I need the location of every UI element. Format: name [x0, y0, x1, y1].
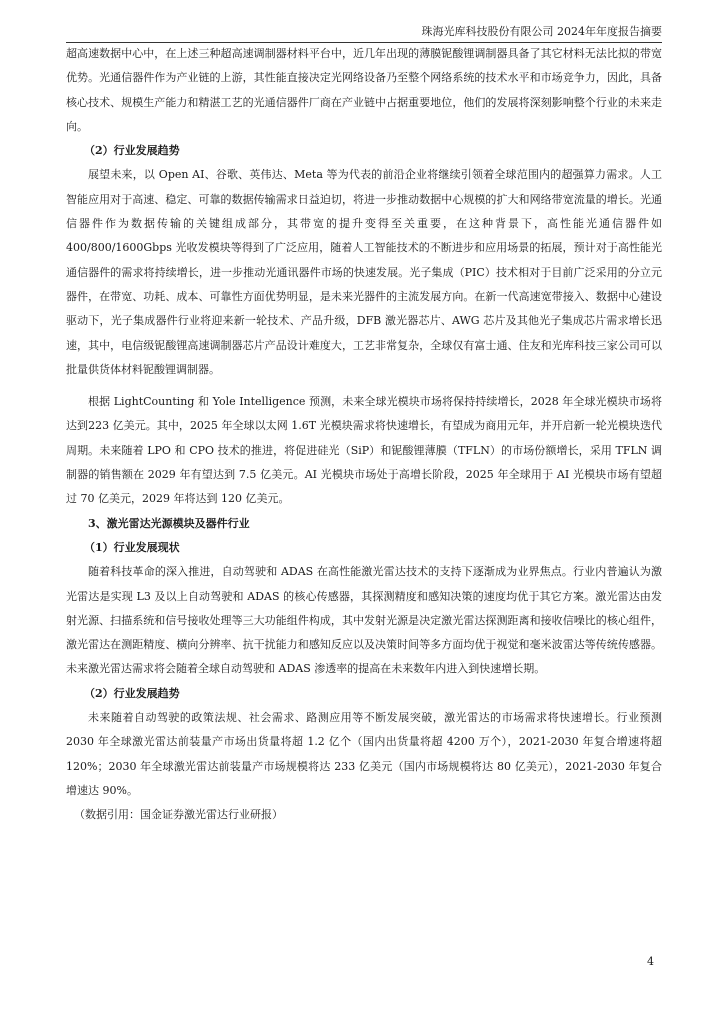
- paragraph-lidar-status: 随着科技革命的深入推进，自动驾驶和 ADAS 在高性能激光雷达技术的支持下逐渐成为业界焦点。行业内普遍认为激光雷达是实现 L3 及以上自动驾驶和 ADAS 的核心传感器，其探测精度和感知决策的速度均优于其它方案。激光雷达由发射光源、扫描系统和信号接收处理等三大功能组件构成，其中发射光源是决定激光雷达探测距离和接收信噪比的核心组件，激光雷达在测距精度、横向分辨率、抗干扰能力和感知反应以及决策时间等多方面均优于视觉和毫米波雷达等传统传感器。未来激光雷达需求将会随着全球自动驾驶和 ADAS 渗透率的提高在未来数年内进入到快速增长期。: [66, 565, 662, 676]
- paragraph-bandwidth-advantage: 超高速数据中心中，在上述三种超高速调制器材料平台中，近几年出现的薄膜铌酸锂调制器具备了其它材料无法比拟的带宽优势。光通信器件作为产业链的上游，其性能直接决定光网络设备乃至整个网络系统的技术水平和市场竞争力，因此，具备核心技术、规模生产能力和精湛工艺的光通信器件厂商在产业链中占据重要地位，他们的发展将深刻影响整个行业的未来走向。: [66, 47, 662, 133]
- heading-current-status: （1）行业发展现状: [84, 540, 180, 554]
- document-body: [66, 42, 662, 828]
- heading-lidar-trend: （2）行业发展趋势: [84, 686, 180, 700]
- heading-lidar-section: 3、激光雷达光源模块及器件行业: [88, 516, 250, 530]
- header-title: 珠海光库科技股份有限公司 2024年年度报告摘要: [421, 25, 662, 38]
- paragraph-forecast: 根据 LightCounting 和 Yole Intelligence 预测，未来全球光模块市场将保持持续增长，2028 年全球光模块市场将达到223 亿美元。其中，2025 年全球以太网 1.6T 光模块需求将快速增长，有望成为商用元年，并开启新一轮光模块迭代周期。未来随着 LPO 和 CPO 技术的推进，将促进硅光（SiP）和铌酸锂薄膜（TFLN）的市场份额增长，采用 TFLN 调制器的销售额在 2029 年有望达到 7.5 亿美元。AI 光模块市场处于高增长阶段，2025 年全球用于 AI 光模块市场有望超过 70 亿美元，2029 年将达到 120 亿美元。: [66, 395, 662, 506]
- page-number: 4: [647, 955, 654, 968]
- page-header: [66, 24, 662, 43]
- paragraph-outlook: 展望未来，以 Open AI、谷歌、英伟达、Meta 等为代表的前沿企业将继续引领着全球范围内的超强算力需求。人工智能应用对于高速、稳定、可靠的数据传输需求日益迫切，将进一步推动数据中心规模的扩大和网络带宽流量的增长。光通信器件作为数据传输的关键组成部分，其带宽的提升变得至关重要，在这种背景下，高性能光通信器件如400/800/1600Gbps 光收发模块等得到了广泛应用，随着人工智能技术的不断进步和应用场景的拓展，预计对于高性能光通信器件的需求将持续增长，进一步推动光通讯器件市场的快速发展。光子集成（PIC）技术相对于目前广泛采用的分立元器件，在带宽、功耗、成本、可靠性方面优势明显，是未来光器件的主流发展方向。在新一代高速宽带接入、数据中心建设驱动下，光子集成器件行业将迎来新一轮技术、产品升级，DFB 激光器芯片、AWG 芯片及其他光子集成芯片需求增长迅速，其中，电信级铌酸锂高速调制器芯片产品设计难度大，工艺非常复杂，全球仅有富士通、住友和光库科技三家公司可以批量供货体材料铌酸锂调制器。: [66, 168, 662, 376]
- heading-industry-trend: （2）行业发展趋势: [84, 144, 180, 158]
- data-source-note: （数据引用：国金证券激光雷达行业研报）: [74, 808, 283, 822]
- paragraph-lidar-trend: 未来随着自动驾驶的政策法规、社会需求、路测应用等不断发展突破，激光雷达的市场需求将快速增长。行业预测2030 年全球激光雷达前装量产市场出货量将超 1.2 亿个（国内出货量将超 4200 万个），2021-2030 年复合增速将超 120%；2030 年全球激光雷达前装量产市场规模将达 233 亿美元（国内市场规模将达 80 亿美元），2021-2030 年复合增速达 90%。: [66, 711, 662, 797]
